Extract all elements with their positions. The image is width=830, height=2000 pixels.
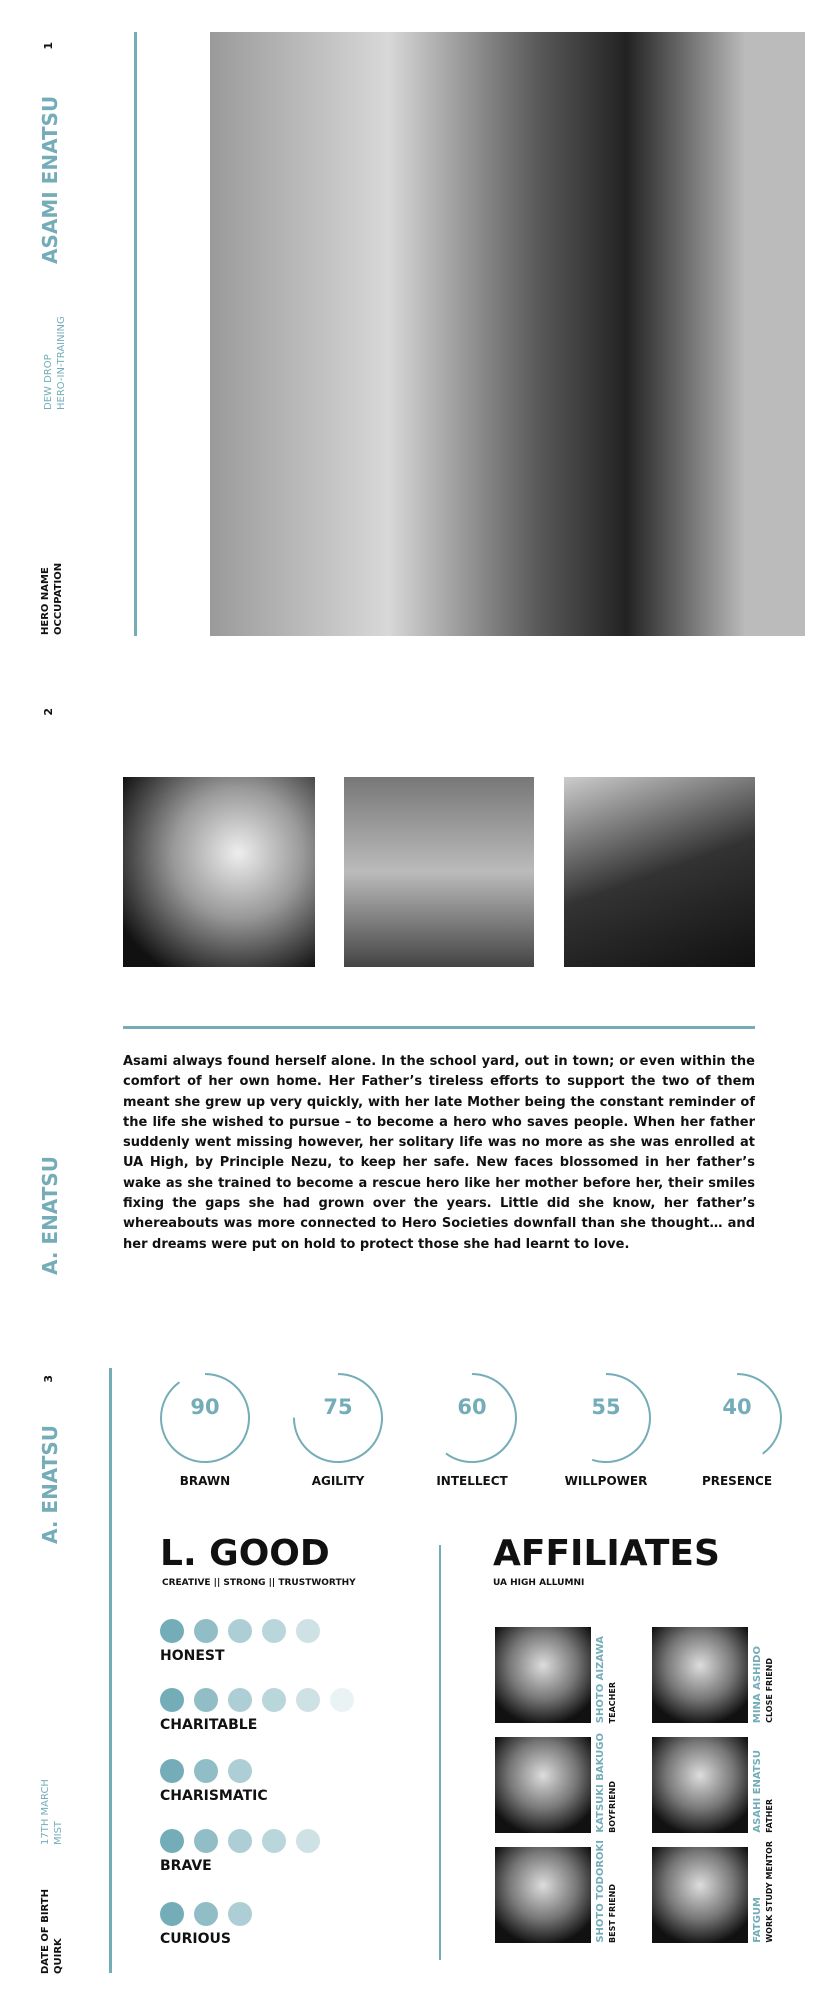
- stat-value: 60: [457, 1395, 487, 1419]
- occupation-label: OCCUPATION: [53, 562, 64, 635]
- rating-dot: [228, 1759, 252, 1783]
- rating-dot: [296, 1619, 320, 1643]
- hero-name-label: HERO NAME: [40, 567, 51, 635]
- stat-willpower: [551, 1368, 661, 1488]
- stat-label: INTELLECT: [436, 1474, 508, 1488]
- divider-line: [109, 1368, 112, 1973]
- dob-label: DATE OF BIRTH: [40, 1889, 51, 1974]
- rating-dot: [296, 1829, 320, 1853]
- stat-label: BRAWN: [179, 1474, 231, 1488]
- affiliate-card: [652, 1627, 782, 1723]
- short-name: A. ENATSU: [38, 1424, 62, 1544]
- stat-intellect: [417, 1368, 527, 1488]
- affiliate-card: [495, 1840, 625, 1943]
- rating-dot: [228, 1688, 252, 1712]
- affiliate-role: CLOSE FRIEND: [765, 1658, 774, 1723]
- character-name: ASAMI ENATSU: [38, 95, 62, 264]
- rating-dot: [228, 1619, 252, 1643]
- affiliate-photo: [652, 1737, 748, 1833]
- rating-dot: [160, 1759, 184, 1783]
- rating-dot: [296, 1688, 320, 1712]
- trait-brave: [160, 1829, 320, 1874]
- trait-label: CHARITABLE: [160, 1717, 258, 1733]
- trait-label: CURIOUS: [160, 1931, 231, 1947]
- trait-label: HONEST: [160, 1648, 225, 1664]
- quirk-label: QUIRK: [53, 1938, 64, 1974]
- trait-charismatic: [160, 1759, 268, 1804]
- rating-dot: [194, 1688, 218, 1712]
- rating-dot: [194, 1902, 218, 1926]
- page-number-2: 2: [42, 708, 55, 716]
- stat-agility: [283, 1368, 393, 1488]
- rating-dot: [160, 1619, 184, 1643]
- trait-curious: [160, 1902, 252, 1947]
- affiliate-photo: [652, 1847, 748, 1943]
- alignment-subtitle: CREATIVE || STRONG || TRUSTWORTHY: [162, 1578, 356, 1588]
- stat-presence: [682, 1368, 792, 1488]
- affiliates-subtitle: UA HIGH ALLUMNI: [493, 1578, 585, 1588]
- short-name: A. ENATSU: [38, 1155, 62, 1275]
- trait-label: BRAVE: [160, 1858, 212, 1874]
- rating-dot: [160, 1688, 184, 1712]
- affiliate-card: [652, 1841, 782, 1943]
- trait-honest: [160, 1619, 320, 1664]
- affiliate-card: [495, 1733, 625, 1833]
- affiliate-role: BOYFRIEND: [608, 1781, 617, 1833]
- rating-dot: [228, 1902, 252, 1926]
- stat-label: PRESENCE: [701, 1474, 773, 1488]
- affiliate-role: TEACHER: [608, 1681, 617, 1723]
- stat-value: 40: [722, 1395, 752, 1419]
- affiliate-name: SHOTO TODOROKI: [595, 1840, 606, 1943]
- stat-label: AGILITY: [311, 1474, 365, 1488]
- page-number-1: 1: [42, 42, 55, 50]
- stat-value: 90: [190, 1395, 220, 1419]
- affiliate-name: KATSUKI BAKUGO: [595, 1733, 606, 1833]
- affiliate-photo: [495, 1737, 591, 1833]
- affiliate-role: FATHER: [765, 1799, 774, 1833]
- biography-text: Asami always found herself alone. In the school yard, out in town; or even within the comfort of her own home. Her Father’s tireless efforts to support the two of them meant she grew up very quickly, with her late Mother being the constant reminder of the life she wished to pursue – to become a hero who saves people. When her father suddenly went missing however, her solitary life was no more as she was enrolled at UA High, by Principle Nezu, to keep her safe. New faces blossomed in her father’s wake as she trained to become a rescue hero like her mother before her, their smiles fixing the gaps she had grown over the years. Little did she know, her father’s whereabouts was more connected to Hero Societies downfall than she thought… and her dreams were put on hold to protect those she had learnt to love.: [123, 1054, 755, 1252]
- rating-dot: [194, 1829, 218, 1853]
- bedroom-photo: [344, 777, 534, 967]
- trait-label: CHARISMATIC: [160, 1788, 268, 1804]
- rating-dot: [330, 1688, 354, 1712]
- affiliate-photo: [495, 1847, 591, 1943]
- alignment-title: L. GOOD: [160, 1533, 330, 1574]
- stat-value: 75: [323, 1395, 353, 1419]
- rating-dot: [262, 1688, 286, 1712]
- affiliate-name: ASAHI ENATSU: [752, 1750, 763, 1833]
- affiliate-photo: [495, 1627, 591, 1723]
- rating-dot: [262, 1619, 286, 1643]
- dob-value: 17TH MARCH: [40, 1779, 51, 1845]
- affiliate-name: MINA ASHIDO: [752, 1645, 763, 1723]
- hero-name-value: DEW DROP: [43, 354, 54, 410]
- stat-label: WILLPOWER: [564, 1474, 648, 1488]
- divider-line: [439, 1545, 441, 1960]
- affiliate-role: WORK STUDY MENTOR: [765, 1841, 774, 1943]
- affiliate-name: FATGUM: [752, 1897, 763, 1943]
- trait-charitable: [160, 1688, 354, 1733]
- affiliate-card: [652, 1737, 782, 1833]
- makeup-brushes-photo: [564, 777, 755, 967]
- affiliate-name: SHOTO AIZAWA: [595, 1635, 606, 1723]
- divider-line: [123, 1026, 755, 1029]
- stat-brawn: [150, 1368, 260, 1488]
- affiliates-title: AFFILIATES: [493, 1533, 720, 1574]
- rating-dot: [194, 1759, 218, 1783]
- affiliate-role: BEST FRIEND: [608, 1884, 617, 1943]
- portrait-photo: [210, 32, 805, 636]
- rating-dot: [160, 1829, 184, 1853]
- quirk-value: MIST: [53, 1820, 64, 1845]
- affiliate-card: [495, 1627, 625, 1723]
- rating-dot: [262, 1829, 286, 1853]
- mist-photo: [123, 777, 315, 967]
- rating-dot: [194, 1619, 218, 1643]
- page-number-3: 3: [42, 1375, 55, 1383]
- occupation-value: HERO-IN-TRAINING: [56, 316, 67, 410]
- divider-line: [134, 32, 137, 636]
- rating-dot: [228, 1829, 252, 1853]
- affiliate-photo: [652, 1627, 748, 1723]
- rating-dot: [160, 1902, 184, 1926]
- stat-value: 55: [591, 1395, 621, 1419]
